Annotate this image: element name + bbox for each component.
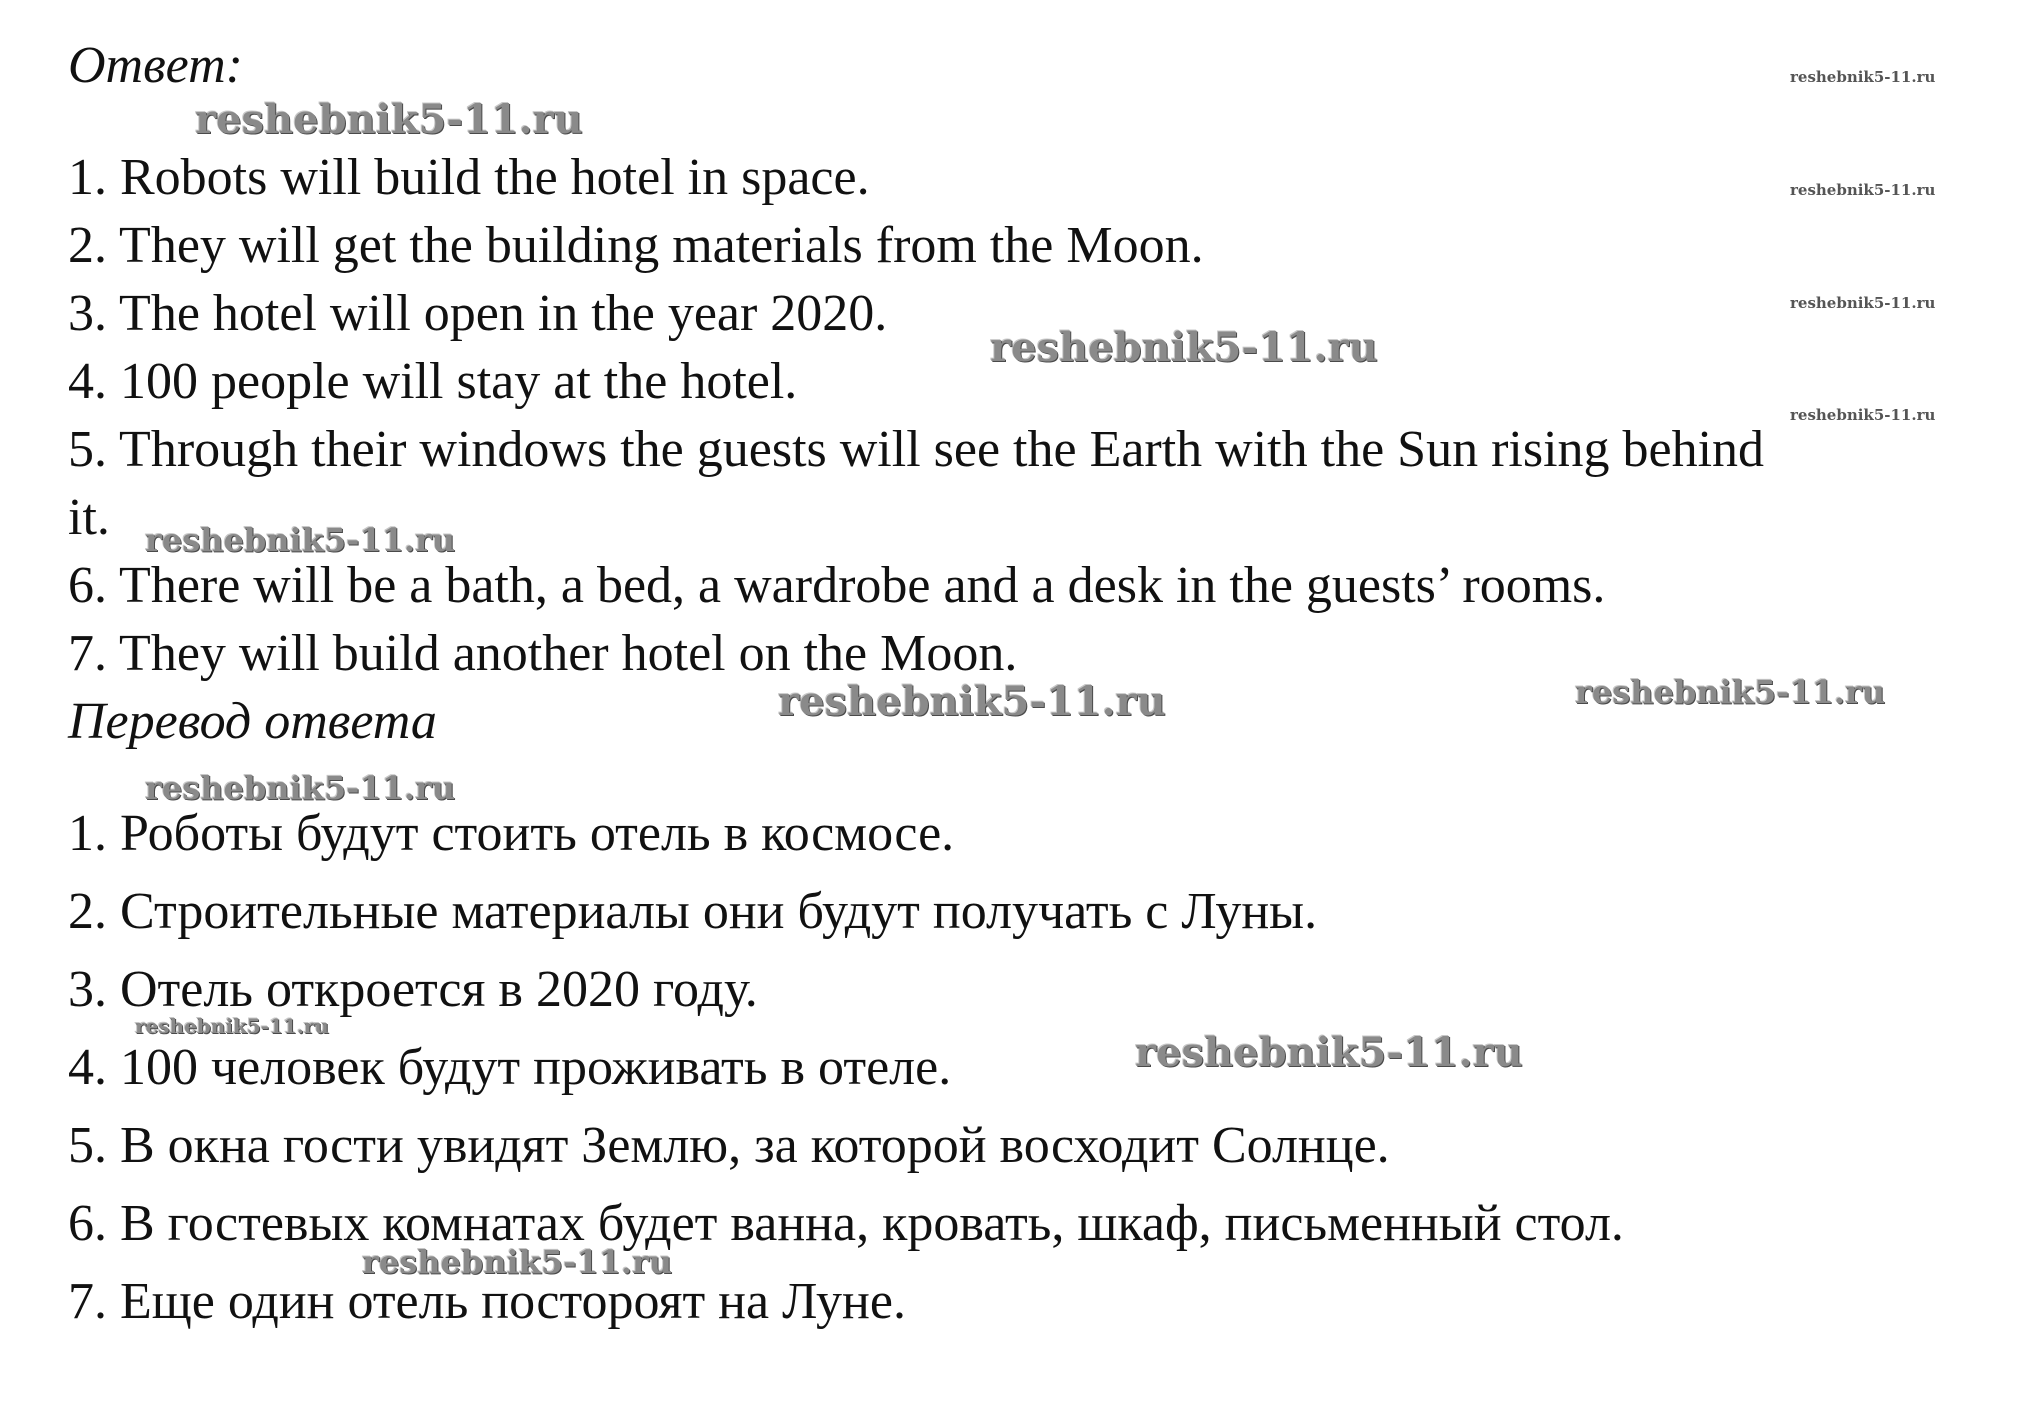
watermark: reshebnik5-11.ru (778, 678, 1166, 725)
watermark: reshebnik5-11.ru (1790, 68, 1936, 86)
translation-line-3: 3. Отель откроется в 2020 году. (68, 961, 758, 1018)
translation-line-7: 7. Еще один отель постороят на Луне. (68, 1273, 906, 1330)
watermark: reshebnik5-11.ru (1135, 1029, 1523, 1076)
watermark: reshebnik5-11.ru (145, 769, 456, 807)
translation-line-5: 5. В окна гости увидят Землю, за которой восходит Солнце. (68, 1117, 1390, 1174)
answer-line-5-continued: it. (68, 489, 110, 546)
watermark: reshebnik5-11.ru (145, 521, 456, 559)
answer-line-1: 1. Robots will build the hotel in space. (68, 149, 870, 206)
answer-line-2: 2. They will get the building materials from the Moon. (68, 217, 1204, 274)
watermark: reshebnik5-11.ru (990, 324, 1378, 371)
translation-line-4: 4. 100 человек будут проживать в отеле. (68, 1039, 952, 1096)
watermark: reshebnik5-11.ru (1575, 673, 1886, 711)
answer-line-7: 7. They will build another hotel on the Moon. (68, 625, 1018, 682)
translation-line-2: 2. Строительные материалы они будут получать с Луны. (68, 883, 1318, 940)
watermark: reshebnik5-11.ru (362, 1243, 673, 1281)
watermark: reshebnik5-11.ru (1790, 181, 1936, 199)
answer-line-4: 4. 100 people will stay at the hotel. (68, 353, 798, 410)
watermark: reshebnik5-11.ru (195, 96, 583, 143)
translation-line-1: 1. Роботы будут стоить отель в космосе. (68, 805, 955, 862)
translation-line-6: 6. В гостевых комнатах будет ванна, кровать, шкаф, письменный стол. (68, 1195, 1624, 1252)
answer-heading: Ответ: (68, 37, 243, 94)
watermark: reshebnik5-11.ru (1790, 406, 1936, 424)
answer-line-3: 3. The hotel will open in the year 2020. (68, 285, 888, 342)
translation-heading: Перевод ответа (68, 693, 437, 750)
watermark: reshebnik5-11.ru (135, 1014, 329, 1038)
watermark: reshebnik5-11.ru (1790, 294, 1936, 312)
answer-line-6: 6. There will be a bath, a bed, a wardrobe and a desk in the guests’ rooms. (68, 557, 1606, 614)
answer-line-5: 5. Through their windows the guests will see the Earth with the Sun rising behind (68, 421, 1765, 478)
